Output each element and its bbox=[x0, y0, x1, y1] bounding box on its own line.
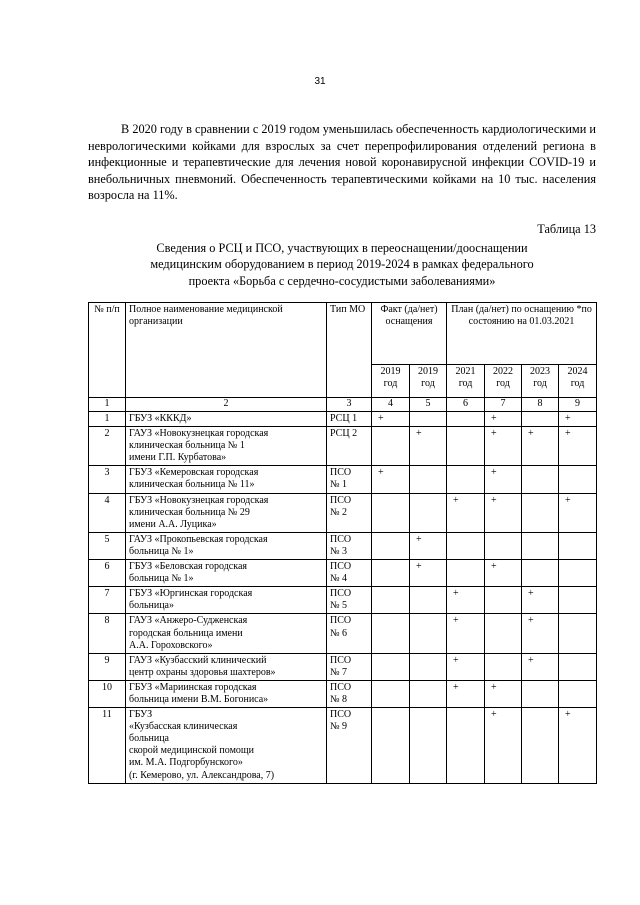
organization-name-line: клиническая больница № 1 bbox=[129, 440, 245, 452]
table-row bbox=[89, 427, 597, 466]
equipment-mark bbox=[410, 653, 447, 680]
organization-name bbox=[126, 680, 327, 707]
equipment-mark bbox=[372, 614, 410, 653]
equipment-mark: + bbox=[559, 708, 597, 784]
organization-name-line: ГАУЗ «Прокопьевская городская bbox=[129, 533, 268, 545]
organization-type-line: ПСО bbox=[330, 533, 352, 545]
equipment-mark: + bbox=[410, 560, 447, 587]
organization-type bbox=[327, 466, 372, 493]
column-number: 7 bbox=[485, 398, 522, 412]
organization-name-line: ГБУЗ «Новокузнецкая городская bbox=[129, 494, 269, 506]
organization-type-line: РСЦ 2 bbox=[330, 428, 358, 440]
column-number: 8 bbox=[522, 398, 559, 412]
organization-type-line: № 5 bbox=[330, 600, 348, 612]
header-name: Полное наименование медицинской организации bbox=[126, 303, 327, 398]
organization-name-line: имени Г.П. Курбатова» bbox=[129, 452, 227, 464]
equipment-mark: + bbox=[485, 493, 522, 532]
organization-name-line: ГБУЗ «Беловская городская bbox=[129, 561, 247, 573]
equipment-mark bbox=[447, 412, 485, 427]
intro-paragraph: В 2020 году в сравнении с 2019 годом уменьшилась обеспеченность кардиологическими и неврологическими койками для взрослых за счет перепрофилирования отделений региона в инфекционные и терапевтические для лечения новой коронавирусной инфекции COVID-19 и внебольничных пневмоний. Обеспеченность терапевтическими койками на 10 тыс. населения возросла на 11%. bbox=[88, 122, 596, 203]
equipment-mark bbox=[447, 560, 485, 587]
equipment-mark bbox=[559, 466, 597, 493]
equipment-mark: + bbox=[522, 427, 559, 466]
organization-name-line: ГБУЗ «Кемеровская городская bbox=[129, 467, 259, 479]
table-row bbox=[89, 587, 597, 614]
equipment-mark: + bbox=[485, 427, 522, 466]
organization-name-line: ГБУЗ «Мариинская городская bbox=[129, 681, 257, 693]
header-type: Тип МО bbox=[327, 303, 372, 398]
equipment-mark bbox=[447, 427, 485, 466]
organization-name bbox=[126, 532, 327, 559]
organization-name-line: «Кузбасская клиническая bbox=[129, 721, 238, 733]
organization-type bbox=[327, 614, 372, 653]
equipment-mark bbox=[372, 427, 410, 466]
equipment-mark: + bbox=[372, 412, 410, 427]
equipment-mark: + bbox=[485, 708, 522, 784]
organization-name bbox=[126, 427, 327, 466]
equipment-mark: + bbox=[522, 587, 559, 614]
equipment-mark: + bbox=[447, 587, 485, 614]
organization-name-line: имени А.А. Луцика» bbox=[129, 518, 217, 530]
organization-name-line: больница имени В.М. Богониса» bbox=[129, 693, 269, 705]
table-row bbox=[89, 493, 597, 532]
table-row bbox=[89, 412, 597, 427]
organization-name-line: городская больница имени bbox=[129, 627, 243, 639]
equipment-mark: + bbox=[372, 466, 410, 493]
row-number: 6 bbox=[89, 560, 126, 587]
equipment-mark bbox=[372, 560, 410, 587]
organization-type-line: № 9 bbox=[330, 721, 348, 733]
caption-line: Сведения о РСЦ и ПСО, участвующих в переоснащении/дооснащении bbox=[156, 241, 528, 255]
organization-type-line: ПСО bbox=[330, 709, 352, 721]
row-number: 2 bbox=[89, 427, 126, 466]
header-year: 2021 год bbox=[447, 365, 485, 398]
organization-name-line: больница № 1» bbox=[129, 573, 194, 585]
row-number: 5 bbox=[89, 532, 126, 559]
organization-type-line: № 3 bbox=[330, 545, 348, 557]
equipment-mark bbox=[372, 587, 410, 614]
equipment-mark bbox=[372, 493, 410, 532]
equipment-mark bbox=[559, 680, 597, 707]
equipment-mark bbox=[410, 493, 447, 532]
column-numbers-row bbox=[89, 398, 597, 412]
organization-name-line: клиническая больница № 29 bbox=[129, 506, 250, 518]
organization-type-line: ПСО bbox=[330, 654, 352, 666]
equipment-mark: + bbox=[559, 493, 597, 532]
column-number: 9 bbox=[559, 398, 597, 412]
organization-type bbox=[327, 680, 372, 707]
equipment-mark: + bbox=[485, 680, 522, 707]
header-year: 2019 год bbox=[372, 365, 410, 398]
header-year: 2023 год bbox=[522, 365, 559, 398]
column-number: 4 bbox=[372, 398, 410, 412]
equipment-mark bbox=[410, 587, 447, 614]
column-number: 1 bbox=[89, 398, 126, 412]
equipment-mark: + bbox=[559, 412, 597, 427]
table-caption bbox=[88, 240, 596, 289]
organization-name-line: больница» bbox=[129, 600, 174, 612]
organization-type-line: № 8 bbox=[330, 693, 348, 705]
organization-type-line: ПСО bbox=[330, 681, 352, 693]
organization-name bbox=[126, 412, 327, 427]
equipment-mark bbox=[410, 412, 447, 427]
organization-type-line: ПСО bbox=[330, 494, 352, 506]
organization-name-line: им. М.А. Подгорбунского» bbox=[129, 757, 243, 769]
organization-type-line: № 1 bbox=[330, 479, 348, 491]
header-year: 2019 год bbox=[410, 365, 447, 398]
equipment-mark bbox=[485, 653, 522, 680]
organization-name-line: А.А. Гороховского» bbox=[129, 639, 213, 651]
organization-type bbox=[327, 560, 372, 587]
organization-name-line: ГАУЗ «Анжеро-Судженская bbox=[129, 615, 248, 627]
caption-line: проекта «Борьба с сердечно-сосудистыми заболеваниями» bbox=[188, 273, 496, 288]
table-row bbox=[89, 532, 597, 559]
equipment-mark bbox=[372, 532, 410, 559]
equipment-mark: + bbox=[447, 493, 485, 532]
equipment-mark bbox=[522, 493, 559, 532]
equipment-mark: + bbox=[485, 560, 522, 587]
organization-name-line: ГАУЗ «Новокузнецкая городская bbox=[129, 428, 269, 440]
row-number: 8 bbox=[89, 614, 126, 653]
header-plan: План (да/нет) по оснащению *по состоянию на 01.03.2021 bbox=[447, 303, 597, 365]
organization-name bbox=[126, 587, 327, 614]
equipment-mark bbox=[522, 412, 559, 427]
header-row bbox=[89, 303, 597, 365]
equipment-mark bbox=[447, 532, 485, 559]
equipment-mark: + bbox=[447, 680, 485, 707]
organization-name-line: (г. Кемерово, ул. Александрова, 7) bbox=[129, 769, 275, 781]
organization-type-line: РСЦ 1 bbox=[330, 413, 358, 424]
row-number: 3 bbox=[89, 466, 126, 493]
equipment-mark bbox=[410, 708, 447, 784]
table-row bbox=[89, 466, 597, 493]
organization-name-line: ГБУЗ «Юргинская городская bbox=[129, 588, 253, 600]
equipment-mark bbox=[410, 614, 447, 653]
equipment-mark bbox=[522, 466, 559, 493]
equipment-mark bbox=[410, 680, 447, 707]
equipment-mark bbox=[372, 653, 410, 680]
row-number: 11 bbox=[89, 708, 126, 784]
equipment-mark: + bbox=[447, 614, 485, 653]
table-row bbox=[89, 614, 597, 653]
organization-type bbox=[327, 427, 372, 466]
equipment-table bbox=[88, 302, 597, 784]
table-number: Таблица 13 bbox=[537, 222, 596, 236]
row-number: 4 bbox=[89, 493, 126, 532]
equipment-mark bbox=[559, 532, 597, 559]
column-number: 3 bbox=[327, 398, 372, 412]
equipment-mark bbox=[410, 466, 447, 493]
equipment-mark bbox=[485, 532, 522, 559]
header-year: 2022 год bbox=[485, 365, 522, 398]
organization-name bbox=[126, 708, 327, 784]
equipment-mark: + bbox=[522, 653, 559, 680]
equipment-mark: + bbox=[559, 427, 597, 466]
organization-name bbox=[126, 466, 327, 493]
organization-type bbox=[327, 587, 372, 614]
header-num: № п/п bbox=[89, 303, 126, 398]
organization-name-line: больница bbox=[129, 733, 169, 745]
organization-name-line: ГБУЗ bbox=[129, 709, 153, 721]
organization-name-line: больница № 1» bbox=[129, 545, 194, 557]
table-row bbox=[89, 708, 597, 784]
organization-name-line: ГБУЗ «КККД» bbox=[129, 413, 192, 424]
organization-type bbox=[327, 708, 372, 784]
organization-type-line: № 7 bbox=[330, 666, 348, 678]
equipment-mark bbox=[447, 708, 485, 784]
organization-type bbox=[327, 532, 372, 559]
column-number: 5 bbox=[410, 398, 447, 412]
caption-line: медицинским оборудованием в период 2019-2024 в рамках федерального bbox=[150, 257, 534, 272]
organization-name bbox=[126, 493, 327, 532]
organization-type-line: № 4 bbox=[330, 573, 348, 585]
page-number: 31 bbox=[314, 76, 326, 87]
equipment-mark: + bbox=[410, 427, 447, 466]
equipment-mark bbox=[559, 614, 597, 653]
organization-type bbox=[327, 653, 372, 680]
organization-name bbox=[126, 653, 327, 680]
equipment-mark bbox=[485, 614, 522, 653]
equipment-mark bbox=[485, 587, 522, 614]
row-number: 1 bbox=[89, 412, 126, 427]
table-row bbox=[89, 653, 597, 680]
equipment-mark bbox=[447, 466, 485, 493]
equipment-mark: + bbox=[410, 532, 447, 559]
row-number: 7 bbox=[89, 587, 126, 614]
organization-type-line: № 6 bbox=[330, 627, 348, 639]
row-number: 10 bbox=[89, 680, 126, 707]
equipment-mark: + bbox=[522, 614, 559, 653]
equipment-mark bbox=[559, 560, 597, 587]
equipment-mark: + bbox=[485, 466, 522, 493]
equipment-mark: + bbox=[485, 412, 522, 427]
table-row bbox=[89, 680, 597, 707]
header-fact: Факт (да/нет) оснащения bbox=[372, 303, 447, 365]
column-number: 6 bbox=[447, 398, 485, 412]
organization-name bbox=[126, 560, 327, 587]
equipment-mark bbox=[372, 708, 410, 784]
organization-type-line: ПСО bbox=[330, 588, 352, 600]
organization-name-line: центр охраны здоровья шахтеров» bbox=[129, 666, 276, 678]
equipment-mark bbox=[522, 560, 559, 587]
equipment-mark bbox=[522, 532, 559, 559]
organization-type-line: ПСО bbox=[330, 561, 352, 573]
row-number: 9 bbox=[89, 653, 126, 680]
column-number: 2 bbox=[126, 398, 327, 412]
equipment-mark bbox=[372, 680, 410, 707]
organization-name bbox=[126, 614, 327, 653]
equipment-mark bbox=[559, 653, 597, 680]
table-row bbox=[89, 560, 597, 587]
equipment-mark bbox=[522, 680, 559, 707]
equipment-mark bbox=[522, 708, 559, 784]
organization-type bbox=[327, 493, 372, 532]
organization-type bbox=[327, 412, 372, 427]
organization-name-line: ГАУЗ «Кузбасский клинический bbox=[129, 654, 267, 666]
equipment-mark: + bbox=[447, 653, 485, 680]
organization-type-line: № 2 bbox=[330, 506, 348, 518]
organization-type-line: ПСО bbox=[330, 615, 352, 627]
header-year: 2024 год bbox=[559, 365, 597, 398]
organization-type-line: ПСО bbox=[330, 467, 352, 479]
equipment-mark bbox=[559, 587, 597, 614]
organization-name-line: клиническая больница № 11» bbox=[129, 479, 255, 491]
organization-name-line: скорой медицинской помощи bbox=[129, 745, 254, 757]
